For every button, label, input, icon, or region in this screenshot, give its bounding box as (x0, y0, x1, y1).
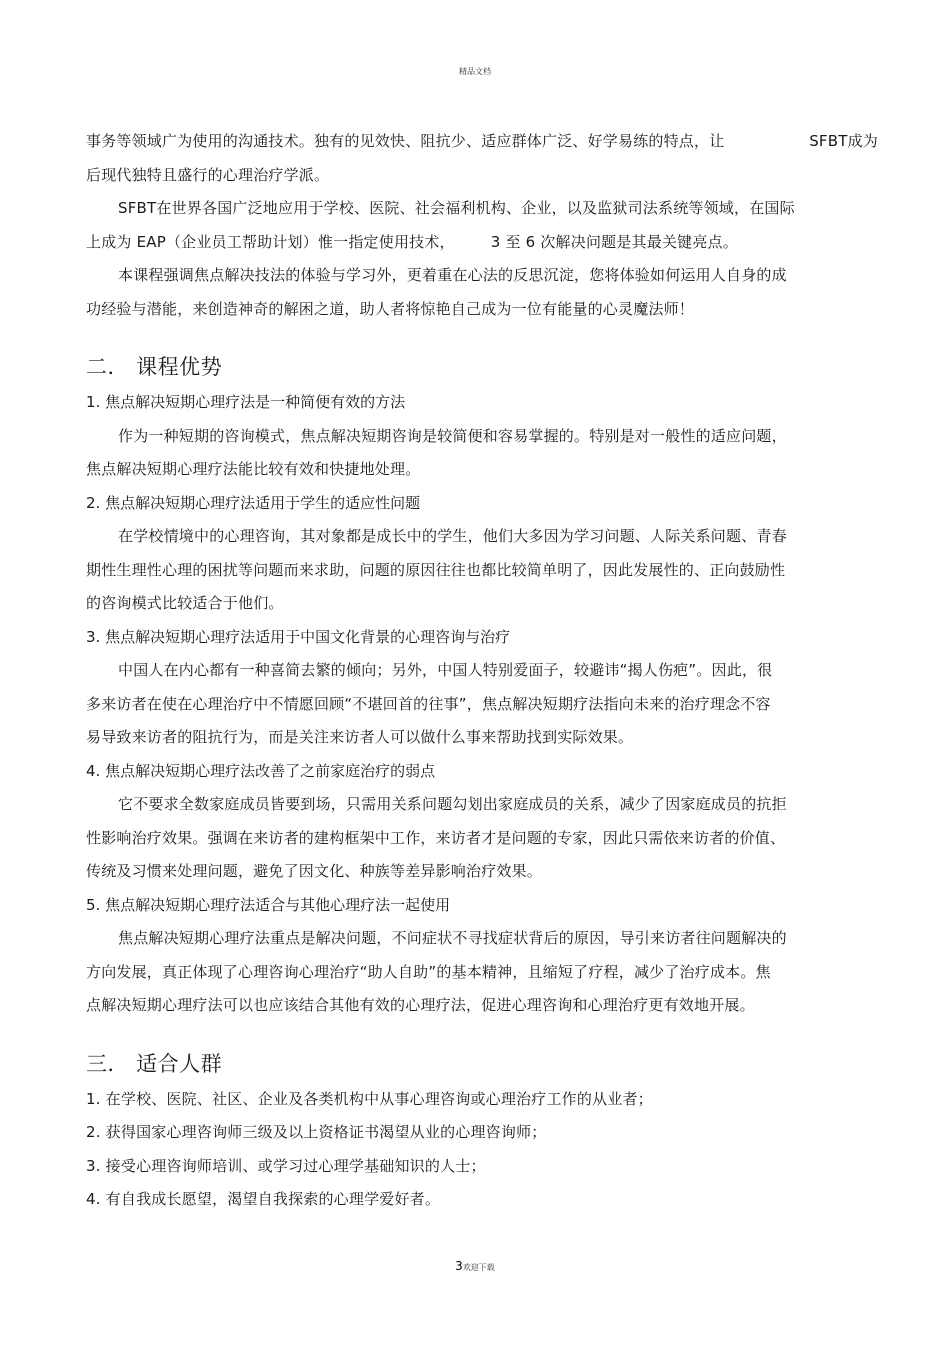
section-2-item-3-heading: 3. 焦点解决短期心理疗法适用于中国文化背景的心理咨询与治疗 (86, 627, 511, 646)
intro-line-1 (86, 125, 876, 159)
section-3-item-3: 3. 接受心理咨询师培训、或学习过心理学基础知识的人士； (86, 1156, 486, 1175)
section-2-item-3-line-3: 易导致来访者的阻抗行为，而是关注来访者人可以做什么事来帮助找到实际效果。 (86, 728, 634, 746)
section-2-item-5-heading: 5. 焦点解决短期心理疗法适合与其他心理疗法一起使用 (86, 895, 451, 914)
section-2-item-2-line-2: 期性生理性心理的困扰等问题而来求助，问题的原因往往也都比较简单明了，因此发展性的、正向鼓励性 (86, 560, 786, 579)
section-2-item-4-line-1: 它不要求全数家庭成员皆要到场，只需用关系问题勾划出家庭成员的关系，减少了因家庭成员的抗拒 (118, 795, 787, 813)
section-3-item-2: 2. 获得国家心理咨询师三级及以上资格证书渴望从业的心理咨询师； (86, 1123, 547, 1141)
section-2-item-5-line-1: 焦点解决短期心理疗法重点是解决问题，不问症状不寻找症状背后的原因，导引来访者往问题解决的 (118, 929, 787, 947)
intro-line-1-text: 事务等领域广为使用的沟通技术。独有的见效快、阻抗少、适应群体广泛、好学易练的特点，让 (86, 132, 725, 150)
section-2-item-5-line-2: 方向发展，真正体现了心理咨询心理治疗“助人自助”的基本精神，且缩短了疗程，减少了治疗成本。焦 (86, 962, 771, 981)
section-3-title: 三． 适合人群 (86, 1051, 223, 1076)
document-body (86, 125, 876, 1217)
section-2-item-2-heading: 2. 焦点解决短期心理疗法适用于学生的适应性问题 (86, 493, 421, 512)
section-2-item-5-line-3: 点解决短期心理疗法可以也应该结合其他有效的心理疗法，促进心理咨询和心理治疗更有效地开展。 (86, 996, 755, 1014)
section-2-item-2-line-3: 的咨询模式比较适合于他们。 (86, 594, 284, 612)
intro-line-1-tail: SFBT成为 (809, 132, 878, 150)
section-3-item-4: 4. 有自我成长愿望，渴望自我探索的心理学爱好者。 (86, 1190, 441, 1208)
footer-text: 欢迎下载 (462, 1263, 495, 1272)
section-2-item-1-line-2: 焦点解决短期心理疗法能比较有效和快捷地处理。 (86, 460, 421, 478)
page-header (0, 66, 950, 77)
section-2-item-4-line-3: 传统及习惯来处理问题，避免了因文化、种族等差异影响治疗效果。 (86, 862, 543, 880)
section-2-item-3-line-1: 中国人在内心都有一种喜简去繁的倾向；另外，中国人特别爱面子，较避讳“揭人伤疤”。因此，很 (118, 661, 773, 679)
intro-line-4-tail: 3 至 6 次解决问题是其最关键亮点。 (490, 232, 738, 251)
section-2-item-3-line-2: 多来访者在使在心理治疗中不情愿回顾“不堪回首的往事”，焦点解决短期疗法指向未来的治疗理念不容 (86, 694, 771, 713)
intro-line-3: SFBT在世界各国广泛地应用于学校、医院、社会福利机构、企业，以及监狱司法系统等领域，在国际 (118, 199, 795, 217)
section-2-item-1-line-1: 作为一种短期的咨询模式，焦点解决短期咨询是较简便和容易掌握的。特别是对一般性的适应问题， (118, 426, 787, 445)
header-text: 精品文档 (459, 67, 491, 76)
section-2-item-4-heading: 4. 焦点解决短期心理疗法改善了之前家庭治疗的弱点 (86, 761, 436, 780)
section-2-item-4-line-2: 性影响治疗效果。强调在来访者的建构框架中工作，来访者才是问题的专家，因此只需依来访者的价值、 (86, 828, 786, 847)
section-2-title: 二． 课程优势 (86, 355, 223, 379)
intro-line-4-text: 上成为 EAP（企业员工帮助计划）惟一指定使用技术， (86, 232, 455, 251)
intro-line-6: 功经验与潜能，来创造神奇的解困之道，助人者将惊艳自己成为一位有能量的心灵魔法师！ (86, 299, 695, 318)
page-footer (0, 1259, 950, 1273)
section-3-item-1: 1. 在学校、医院、社区、企业及各类机构中从事心理咨询或心理治疗工作的从业者； (86, 1089, 653, 1108)
section-2-item-1-heading: 1. 焦点解决短期心理疗法是一种简便有效的方法 (86, 393, 406, 411)
intro-line-4 (86, 226, 876, 260)
intro-line-2: 后现代独特且盛行的心理治疗学派。 (86, 165, 330, 184)
section-2-item-2-line-1: 在学校情境中的心理咨询，其对象都是成长中的学生，他们大多因为学习问题、人际关系问题、青春 (118, 527, 787, 545)
page-number: 3 (455, 1259, 463, 1273)
intro-line-5: 本课程强调焦点解决技法的体验与学习外，更着重在心法的反思沉淀，您将体验如何运用人自身的成 (118, 266, 787, 284)
